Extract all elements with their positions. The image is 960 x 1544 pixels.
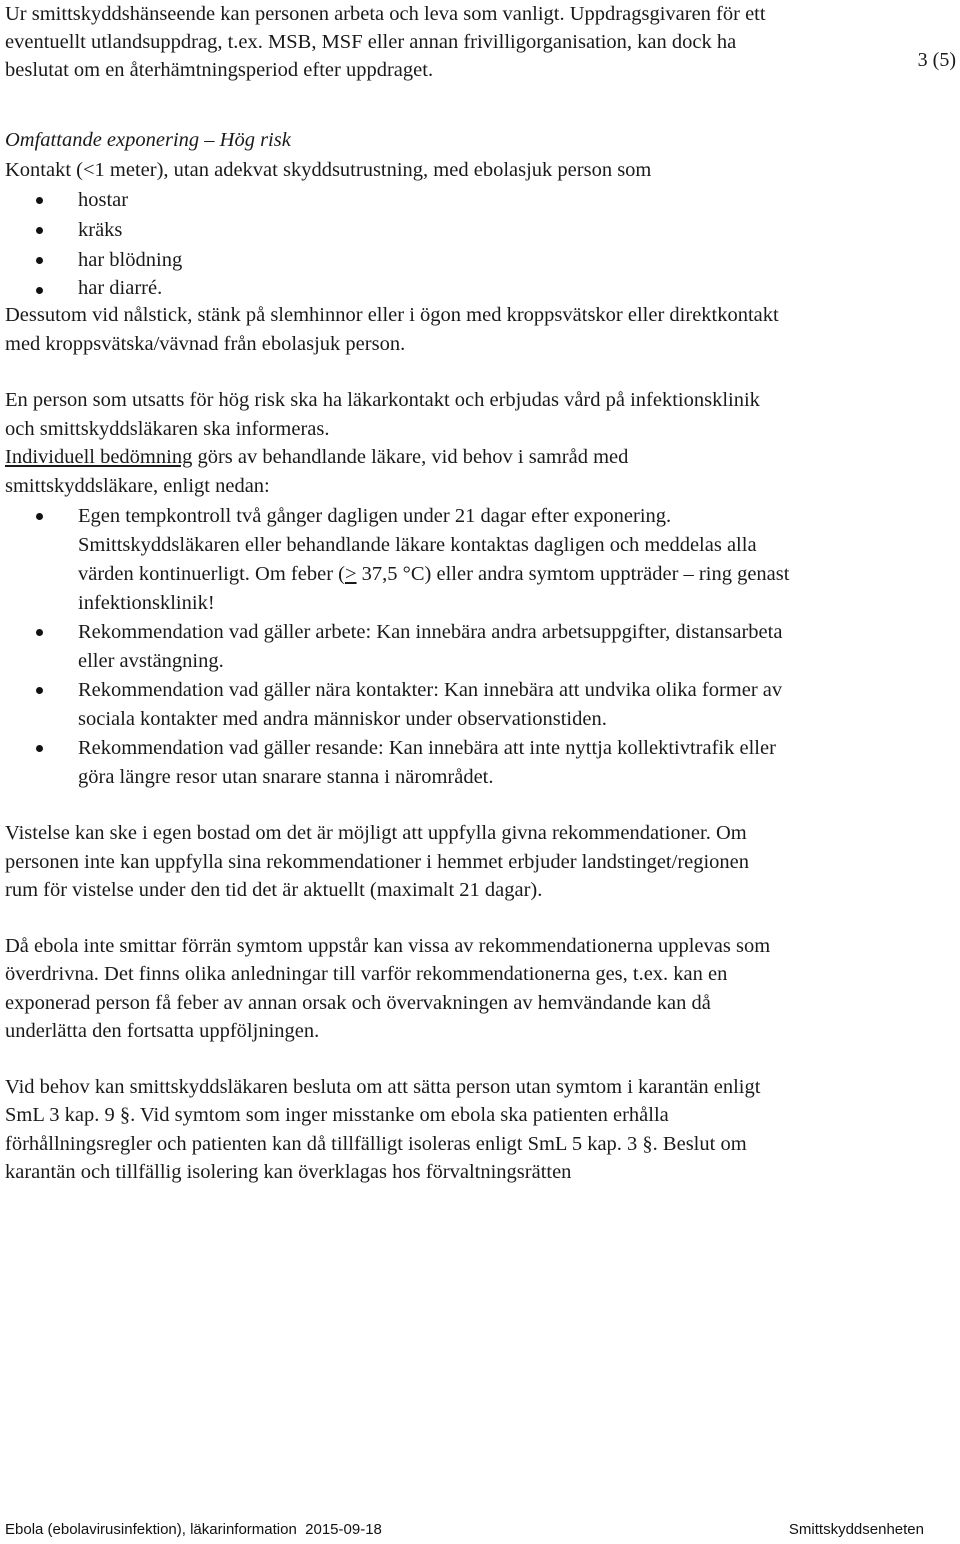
list-item xyxy=(5,618,950,676)
care-line: En person som utsatts för hög risk ska ha läkarkontakt och erbjudas vård på infektionsklinik xyxy=(5,389,760,411)
document-body xyxy=(5,0,950,1187)
intro-line: eventuellt utlandsuppdrag, t.ex. MSB, MSF eller annan frivilligorganisation, kan dock ha xyxy=(5,31,737,53)
footer-department: Smittskyddsenheten xyxy=(788,1521,924,1538)
high-risk-extra: Dessutom vid nålstick, stänk på slemhinnor eller i ögon med kroppsvätskor eller direktkontakt xyxy=(5,304,779,326)
rec-text: eller avstängning. xyxy=(78,650,224,672)
paragraph-line: rum för vistelse under den tid det är aktuellt (maximalt 21 dagar). xyxy=(5,879,543,901)
rec-text: värden kontinuerligt. Om feber ( xyxy=(78,563,345,585)
intro-line: beslutat om en återhämtningsperiod efter uppdraget. xyxy=(5,59,434,81)
greater-equal-symbol: > xyxy=(344,563,357,585)
rec-text: 37,5 °C) eller andra symtom uppträder – ring genast xyxy=(356,563,790,585)
paragraph-line: karantän och tillfällig isolering kan överklagas hos förvaltningsrätten xyxy=(5,1161,572,1183)
paragraph-line: Då ebola inte smittar förrän symtom uppstår kan vissa av rekommendationerna upplevas som xyxy=(5,934,771,957)
rec-text: Egen tempkontroll två gånger dagligen under 21 dagar efter exponering. xyxy=(78,505,672,527)
care-line: och smittskyddsläkaren ska informeras. xyxy=(5,417,330,440)
stay-paragraph xyxy=(5,819,950,905)
paragraph-line: personen inte kan uppfylla sina rekommendationer i hemmet erbjuder landstinget/regionen xyxy=(5,850,750,873)
list-item: har blödning xyxy=(5,245,950,275)
section-title-high-risk: Omfattande exponering – Hög risk xyxy=(5,129,291,151)
footer-document-info: Ebola (ebolavirusinfektion), läkarinformation 2015-09-18 xyxy=(5,1521,382,1538)
paragraph-line: Vid behov kan smittskyddsläkaren besluta om att sätta person utan symtom i karantän enligt xyxy=(5,1075,761,1098)
paragraph-line: överdrivna. Det finns olika anledningar till varför rekommendationerna ges, t.ex. kan en xyxy=(5,963,728,985)
list-item: har diarré. xyxy=(5,275,950,301)
rec-text: Rekommendation vad gäller resande: Kan innebära att inte nyttja kollektivtrafik eller xyxy=(78,737,776,759)
assessment-line: smittskyddsläkare, enligt nedan: xyxy=(5,474,270,497)
assessment-heading: Individuell bedömning xyxy=(5,446,193,468)
quarantine-paragraph xyxy=(5,1073,950,1187)
high-risk-extra: med kroppsvätska/vävnad från ebolasjuk person. xyxy=(5,332,406,355)
rec-text: Rekommendation vad gäller nära kontakter: Kan innebära att undvika olika former av xyxy=(78,679,783,701)
symptom-list xyxy=(5,185,950,301)
paragraph-line: underlätta den fortsatta uppföljningen. xyxy=(5,1020,320,1042)
rec-text: infektionsklinik! xyxy=(78,592,215,614)
list-item xyxy=(5,676,950,734)
page-number: 3 (5) xyxy=(917,49,956,71)
paragraph-line: exponerad person få feber av annan orsak och övervakningen av hemvändande kan då xyxy=(5,991,711,1014)
high-risk-section xyxy=(5,126,950,358)
high-risk-lead: Kontakt (<1 meter), utan adekvat skyddsutrustning, med ebolasjuk person som xyxy=(5,158,652,181)
reason-paragraph xyxy=(5,932,950,1046)
paragraph-line: SmL 3 kap. 9 §. Vid symtom som inger misstanke om ebola ska patienten erhålla xyxy=(5,1104,669,1126)
rec-text: Rekommendation vad gäller arbete: Kan innebära andra arbetsuppgifter, distansarbeta xyxy=(78,621,783,643)
assessment-line xyxy=(5,443,950,472)
list-item xyxy=(5,734,950,792)
recommendation-list xyxy=(5,502,950,792)
rec-text: Smittskyddsläkaren eller behandlande läkare kontaktas dagligen och meddelas alla xyxy=(78,534,757,556)
care-section xyxy=(5,386,950,500)
page-footer xyxy=(5,1521,924,1539)
paragraph-line: Vistelse kan ske i egen bostad om det är möjligt att uppfylla givna rekommendationer. Om xyxy=(5,822,747,844)
intro-paragraph xyxy=(5,0,950,84)
paragraph-line: förhållningsregler och patienten kan då tillfälligt isoleras enligt SmL 5 kap. 3 §. Beslut om xyxy=(5,1132,747,1155)
list-item: hostar xyxy=(5,185,950,215)
intro-line: Ur smittskyddshänseende kan personen arbeta och leva som vanligt. Uppdragsgivaren för ett xyxy=(5,3,766,25)
list-item: kräks xyxy=(5,215,950,245)
assessment-text: görs av behandlande läkare, vid behov i samråd med xyxy=(192,446,629,468)
rec-text: sociala kontakter med andra människor under observationstiden. xyxy=(78,708,607,730)
rec-text: göra längre resor utan snarare stanna i närområdet. xyxy=(78,766,494,788)
list-item xyxy=(5,502,950,618)
